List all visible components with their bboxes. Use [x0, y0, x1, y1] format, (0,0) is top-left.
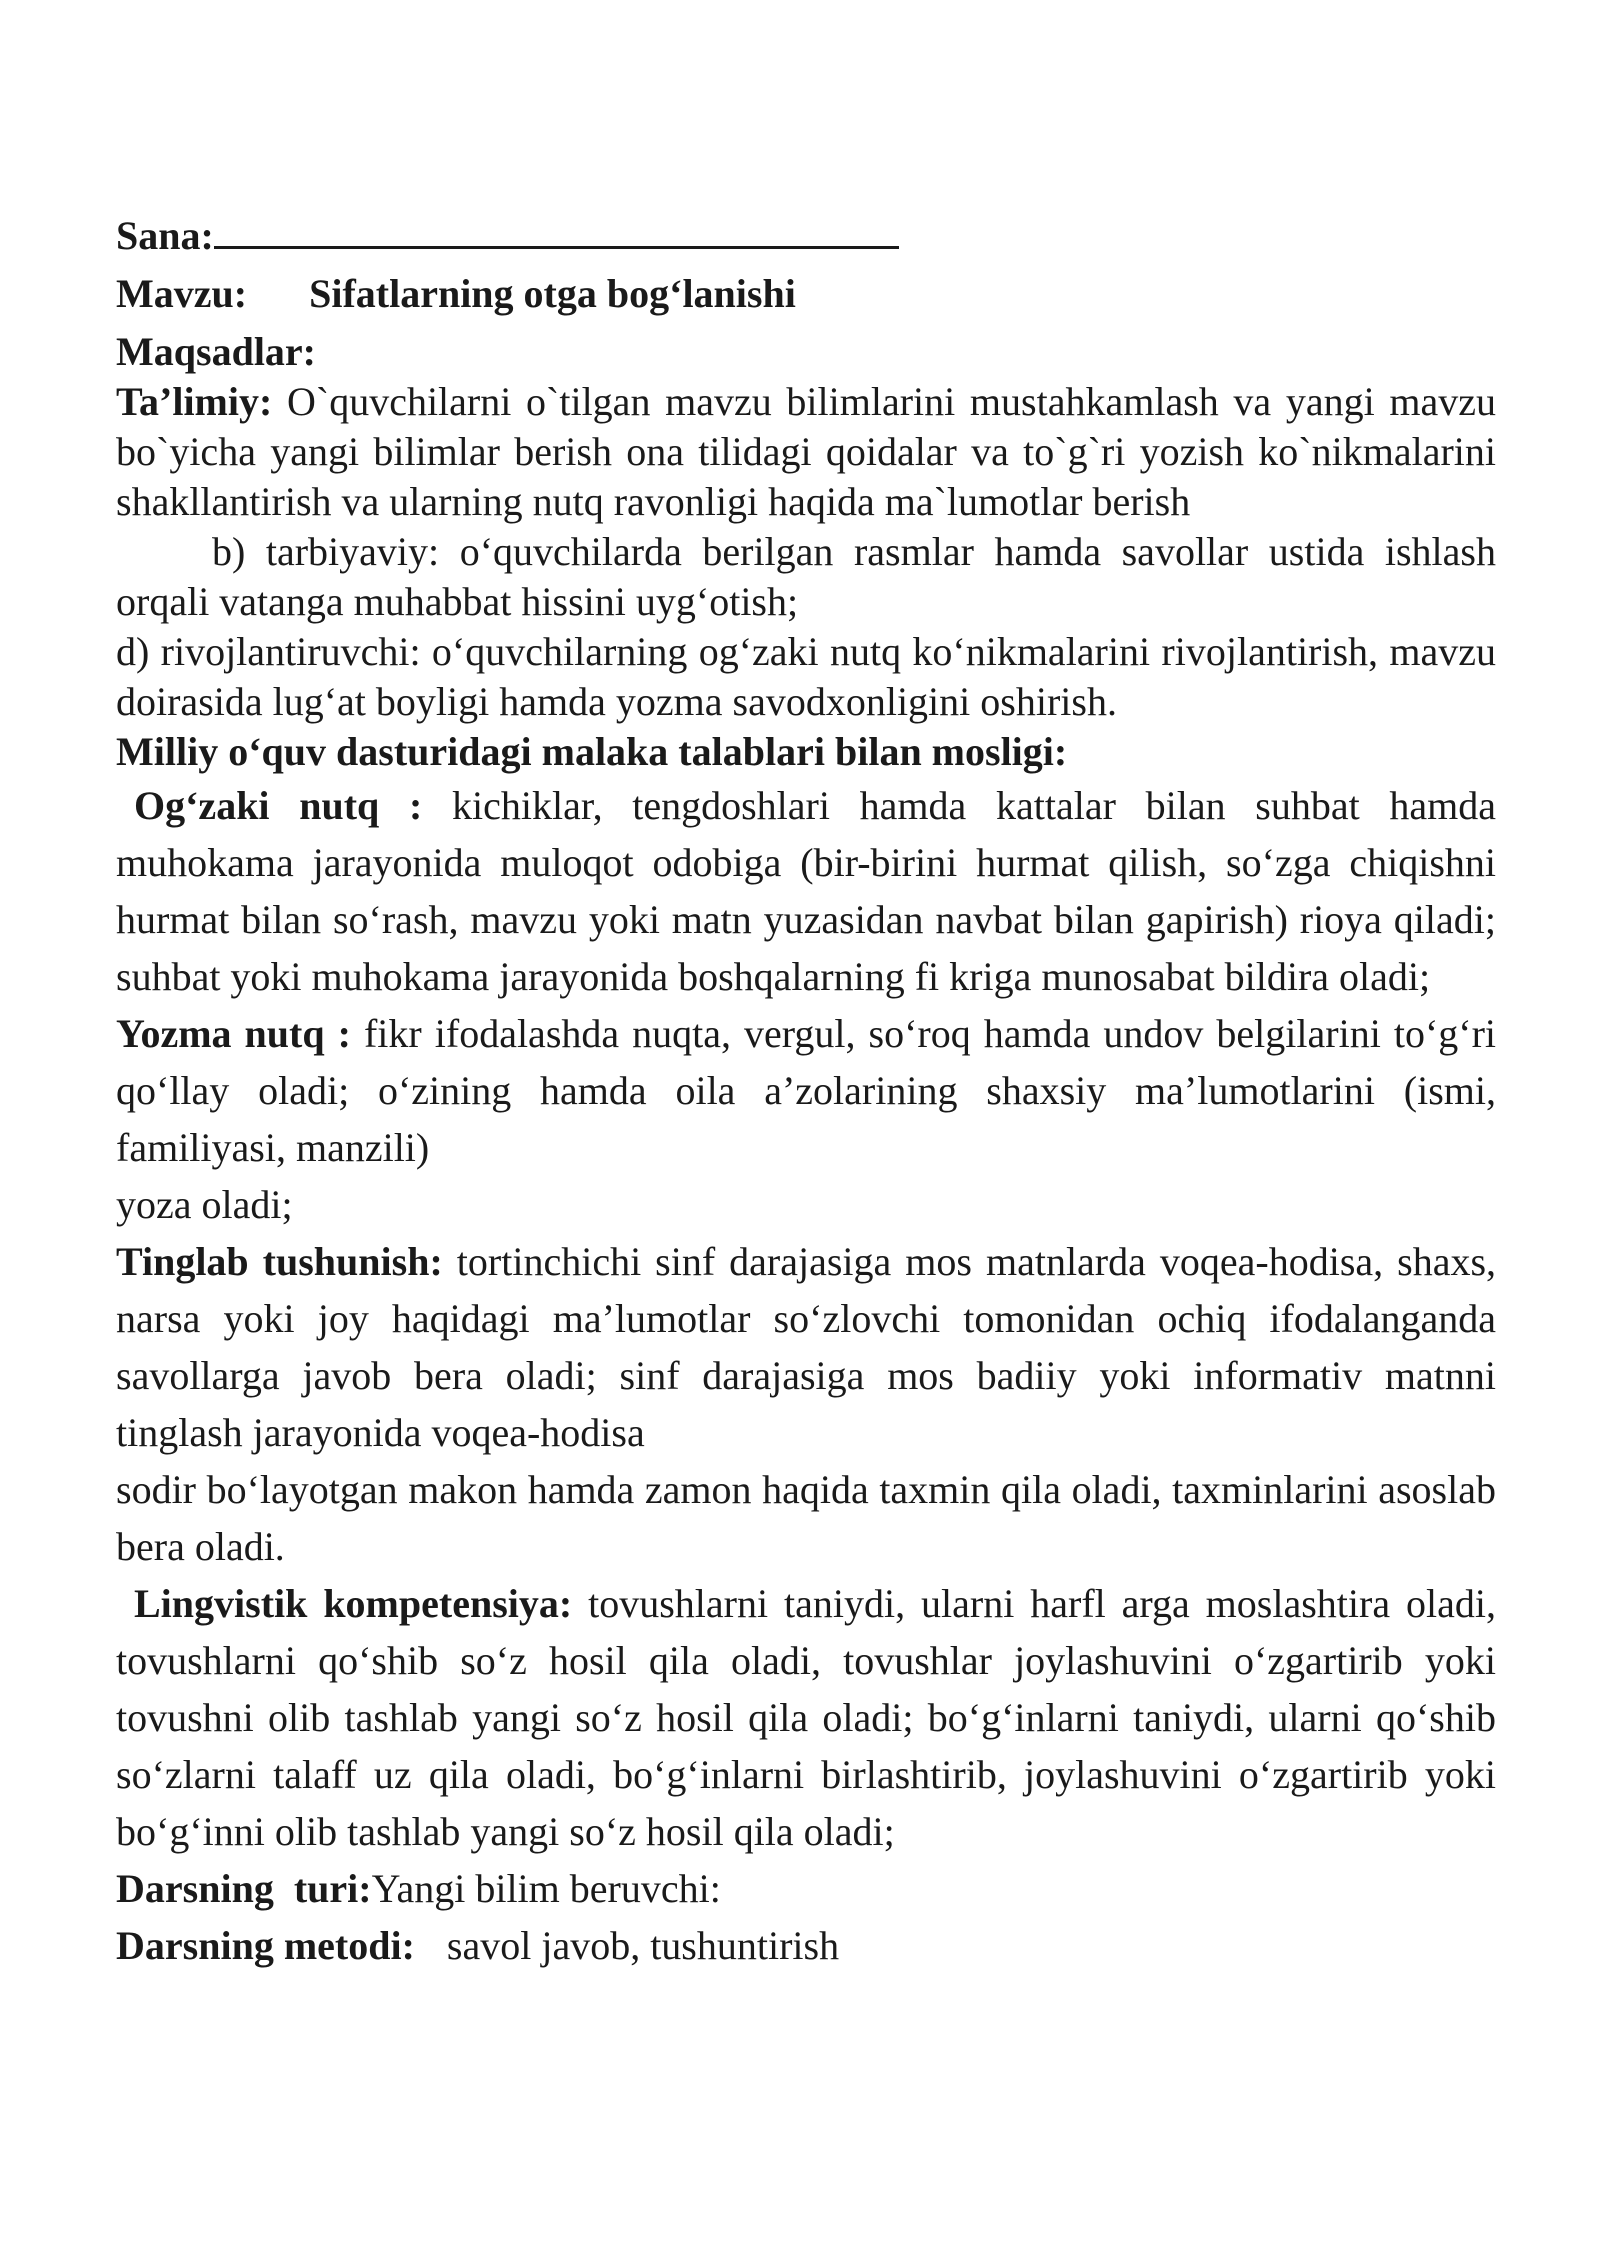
educational-goal-label: Ta’limiy: [116, 379, 273, 424]
date-blank-line [214, 210, 899, 249]
lesson-method [116, 1917, 1496, 1974]
lesson-type-label: Darsning turi: [116, 1866, 372, 1911]
lesson-type-value: Yangi bilim beruvchi: [371, 1866, 721, 1911]
topic-line [116, 269, 1496, 319]
lesson-method-value: savol javob, tushuntirish [446, 1923, 840, 1968]
listening-label: Tinglab tushunish: [116, 1239, 443, 1284]
oral-speech [116, 777, 1496, 1005]
standards-section [116, 777, 1496, 1974]
standards-heading: Milliy o‘quv dasturidagi malaka talablari bilan mosligi: [116, 729, 1068, 774]
oral-speech-label: Og‘zaki nutq : [134, 783, 423, 828]
linguistic-competence-label: Lingvistik kompetensiya: [134, 1581, 573, 1626]
listening-continued: sodir bo‘layotgan makon hamda zamon haqida taxmin qila oladi, taxminlarini asoslab bera oladi. [116, 1467, 1496, 1569]
lesson-plan-page [116, 210, 1496, 1974]
written-speech [116, 1005, 1496, 1176]
listening-text: tortinchichi sinf darajasiga mos matnlarda voqea-hodisa, shaxs, narsa yoki joy haqidagi ma’lumotlar so‘zlovchi tomonidan ochiq ifodalanganda savollarga javob bera oladi; sinf darajasiga mos badiiy yoki informativ matnni tinglash jarayonida voqea-hodisa [116, 1239, 1497, 1455]
upbringing-goal: b) tarbiyaviy: o‘quvchilarda berilgan rasmlar hamda savollar ustida ishlash orqali vatanga muhabbat hissini uyg‘otish; [116, 529, 1496, 624]
date-label: Sana: [116, 213, 214, 258]
topic-label: Mavzu: [116, 271, 248, 316]
listening [116, 1233, 1496, 1461]
written-speech-text: fikr ifodalashda nuqta, vergul, so‘roq hamda undov belgilarini to‘g‘ri qo‘llay oladi; o‘zining hamda oila a’zolarining shaxsiy ma’lumotlarini (ismi, familiyasi, manzili) [116, 1011, 1497, 1170]
goals-heading: Maqsadlar: [116, 329, 316, 374]
developmental-goal: d) rivojlantiruvchi: o‘quvchilarning og‘zaki nutq ko‘nikmalarini rivojlantirish, mavzu doirasida lug‘at boyligi hamda yozma savodxonligini oshirish. [116, 629, 1496, 724]
linguistic-competence [116, 1575, 1496, 1860]
topic-value: Sifatlarning otga bog‘lanishi [309, 271, 796, 316]
linguistic-competence-text: tovushlarni taniydi, ularni harfl arga moslashtira oladi, tovushlarni qo‘shib so‘z hosil qila oladi, tovushlar joylashuvini o‘zgartirib yoki tovushni olib tashlab yangi so‘z hosil qila oladi; bo‘g‘inlarni taniydi, ularni qo‘shib so‘zlarni talaff uz qila oladi, bo‘g‘inlarni birlashtirib, joylashuvini o‘zgartirib yoki bo‘g‘inni olib tashlab yangi so‘z hosil qila oladi; [116, 1581, 1496, 1854]
date-line [116, 210, 1496, 261]
written-speech-continued: yoza oladi; [116, 1182, 293, 1227]
lesson-method-label: Darsning metodi: [116, 1923, 415, 1968]
educational-goal [116, 377, 1496, 527]
oral-speech-text: kichiklar, tengdoshlari hamda kattalar bilan suhbat hamda muhokama jarayonida muloqot odobiga (bir-birini hurmat qilish, so‘zga chiqishni hurmat bilan so‘rash, mavzu yoki matn yuzasidan navbat bilan gapirish) rioya qiladi; suhbat yoki muhokama jarayonida boshqalarning fi kriga munosabat bildira oladi; [116, 783, 1496, 999]
lesson-type [116, 1860, 1496, 1917]
written-speech-label: Yozma nutq : [116, 1011, 351, 1056]
educational-goal-text: O`quvchilarni o`tilgan mavzu bilimlarini mustahkamlash va yangi mavzu bo`yicha yangi bilimlar berish ona tilidagi qoidalar va to`g`ri yozish ko`nikmalarini shakllantirish va ularning nutq ravonligi haqida ma`lumotlar berish [116, 379, 1496, 524]
